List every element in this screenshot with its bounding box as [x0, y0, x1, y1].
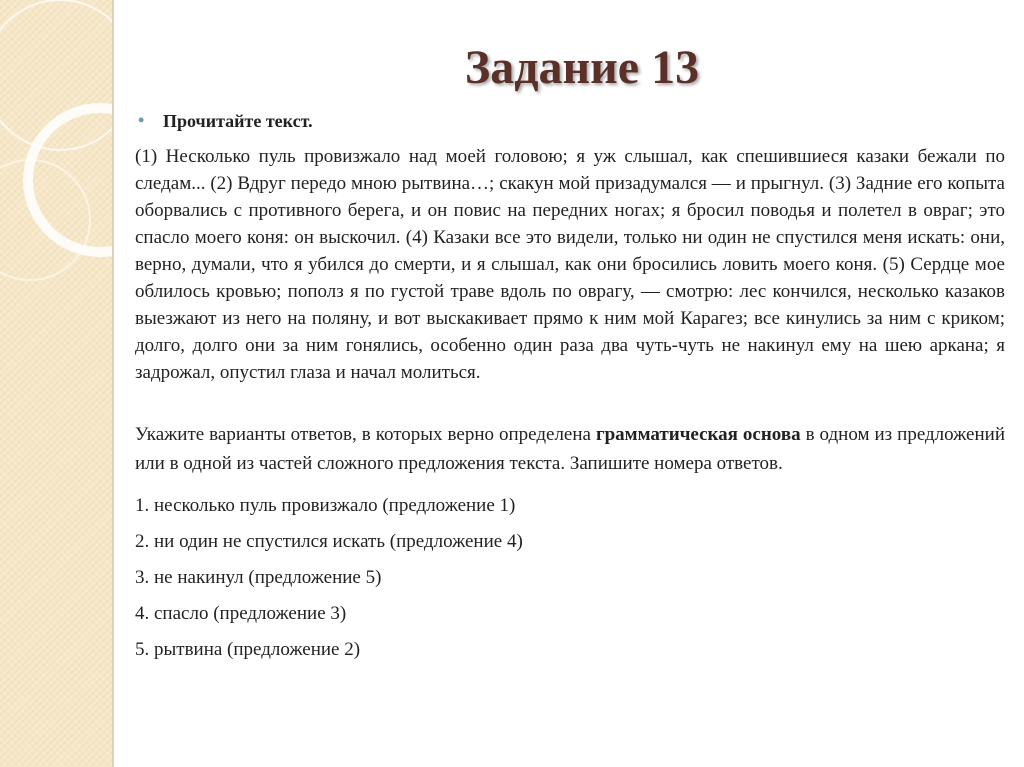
task-text [135, 420, 1005, 478]
task-text-end: в одном из предложений или в одной из частей сложного предложения текста. Запишите номера ответов. [135, 424, 1005, 474]
bullet-dot-icon: • [138, 110, 145, 130]
answer-option-2: 2. ни один не спустился искать (предложение 4) [135, 531, 523, 552]
task-text-start: Укажите варианты ответов, в которых верно определена [135, 424, 596, 445]
answer-option-4: 4. спасло (предложение 3) [135, 603, 347, 624]
instruction-text: Прочитайте текст. [163, 111, 313, 131]
answer-options-list [135, 488, 1005, 668]
task-text-bold: грамматическая основа [595, 424, 801, 445]
passage-text: (1) Несколько пуль провизжало над моей головою; я уж слышал, как спешившиеся казаки бежали по следам... (2) Вдруг передо мною рытвина…; скакун мой призадумался — и прыгнул. (3) Задние его копыта оборвались с противного берега, и он повис на передних ногах; я бросил поводья и полетел в овраг; это спасло моего коня: он выскочил. (4) Казаки все это видели, только ни один не спустился меня искать: они, верно, думали, что я убился до смерти, и я слышал, как они бросились ловить моего коня. (5) Сердце мое облилось кровью; пополз я по густой траве вдоль по оврагу, — смотрю: лес кончился, несколько казаков выезжают из него на поляну, и вот выскакивает прямо к ним мой Карагез; все кинулись за ним с криком; долго, долго они за ним гонялись, особенно один раза два чуть-чуть не накинул ему на шею аркана; я задрожал, опустил глаза и начал молиться. [135, 146, 1005, 383]
slide-content [135, 108, 1005, 668]
decorative-circles-graphic [0, 0, 112, 767]
answer-option-5: 5. рытвина (предложение 2) [135, 639, 361, 660]
decorative-side-panel [0, 0, 112, 767]
slide-title: Задание 13 [464, 41, 700, 94]
answer-option-1: 1. несколько пуль провизжало (предложение 1) [135, 495, 516, 516]
instruction-bullet [135, 108, 1005, 135]
side-panel-border [112, 0, 114, 767]
answer-option-3: 3. не накинул (предложение 5) [135, 567, 382, 588]
